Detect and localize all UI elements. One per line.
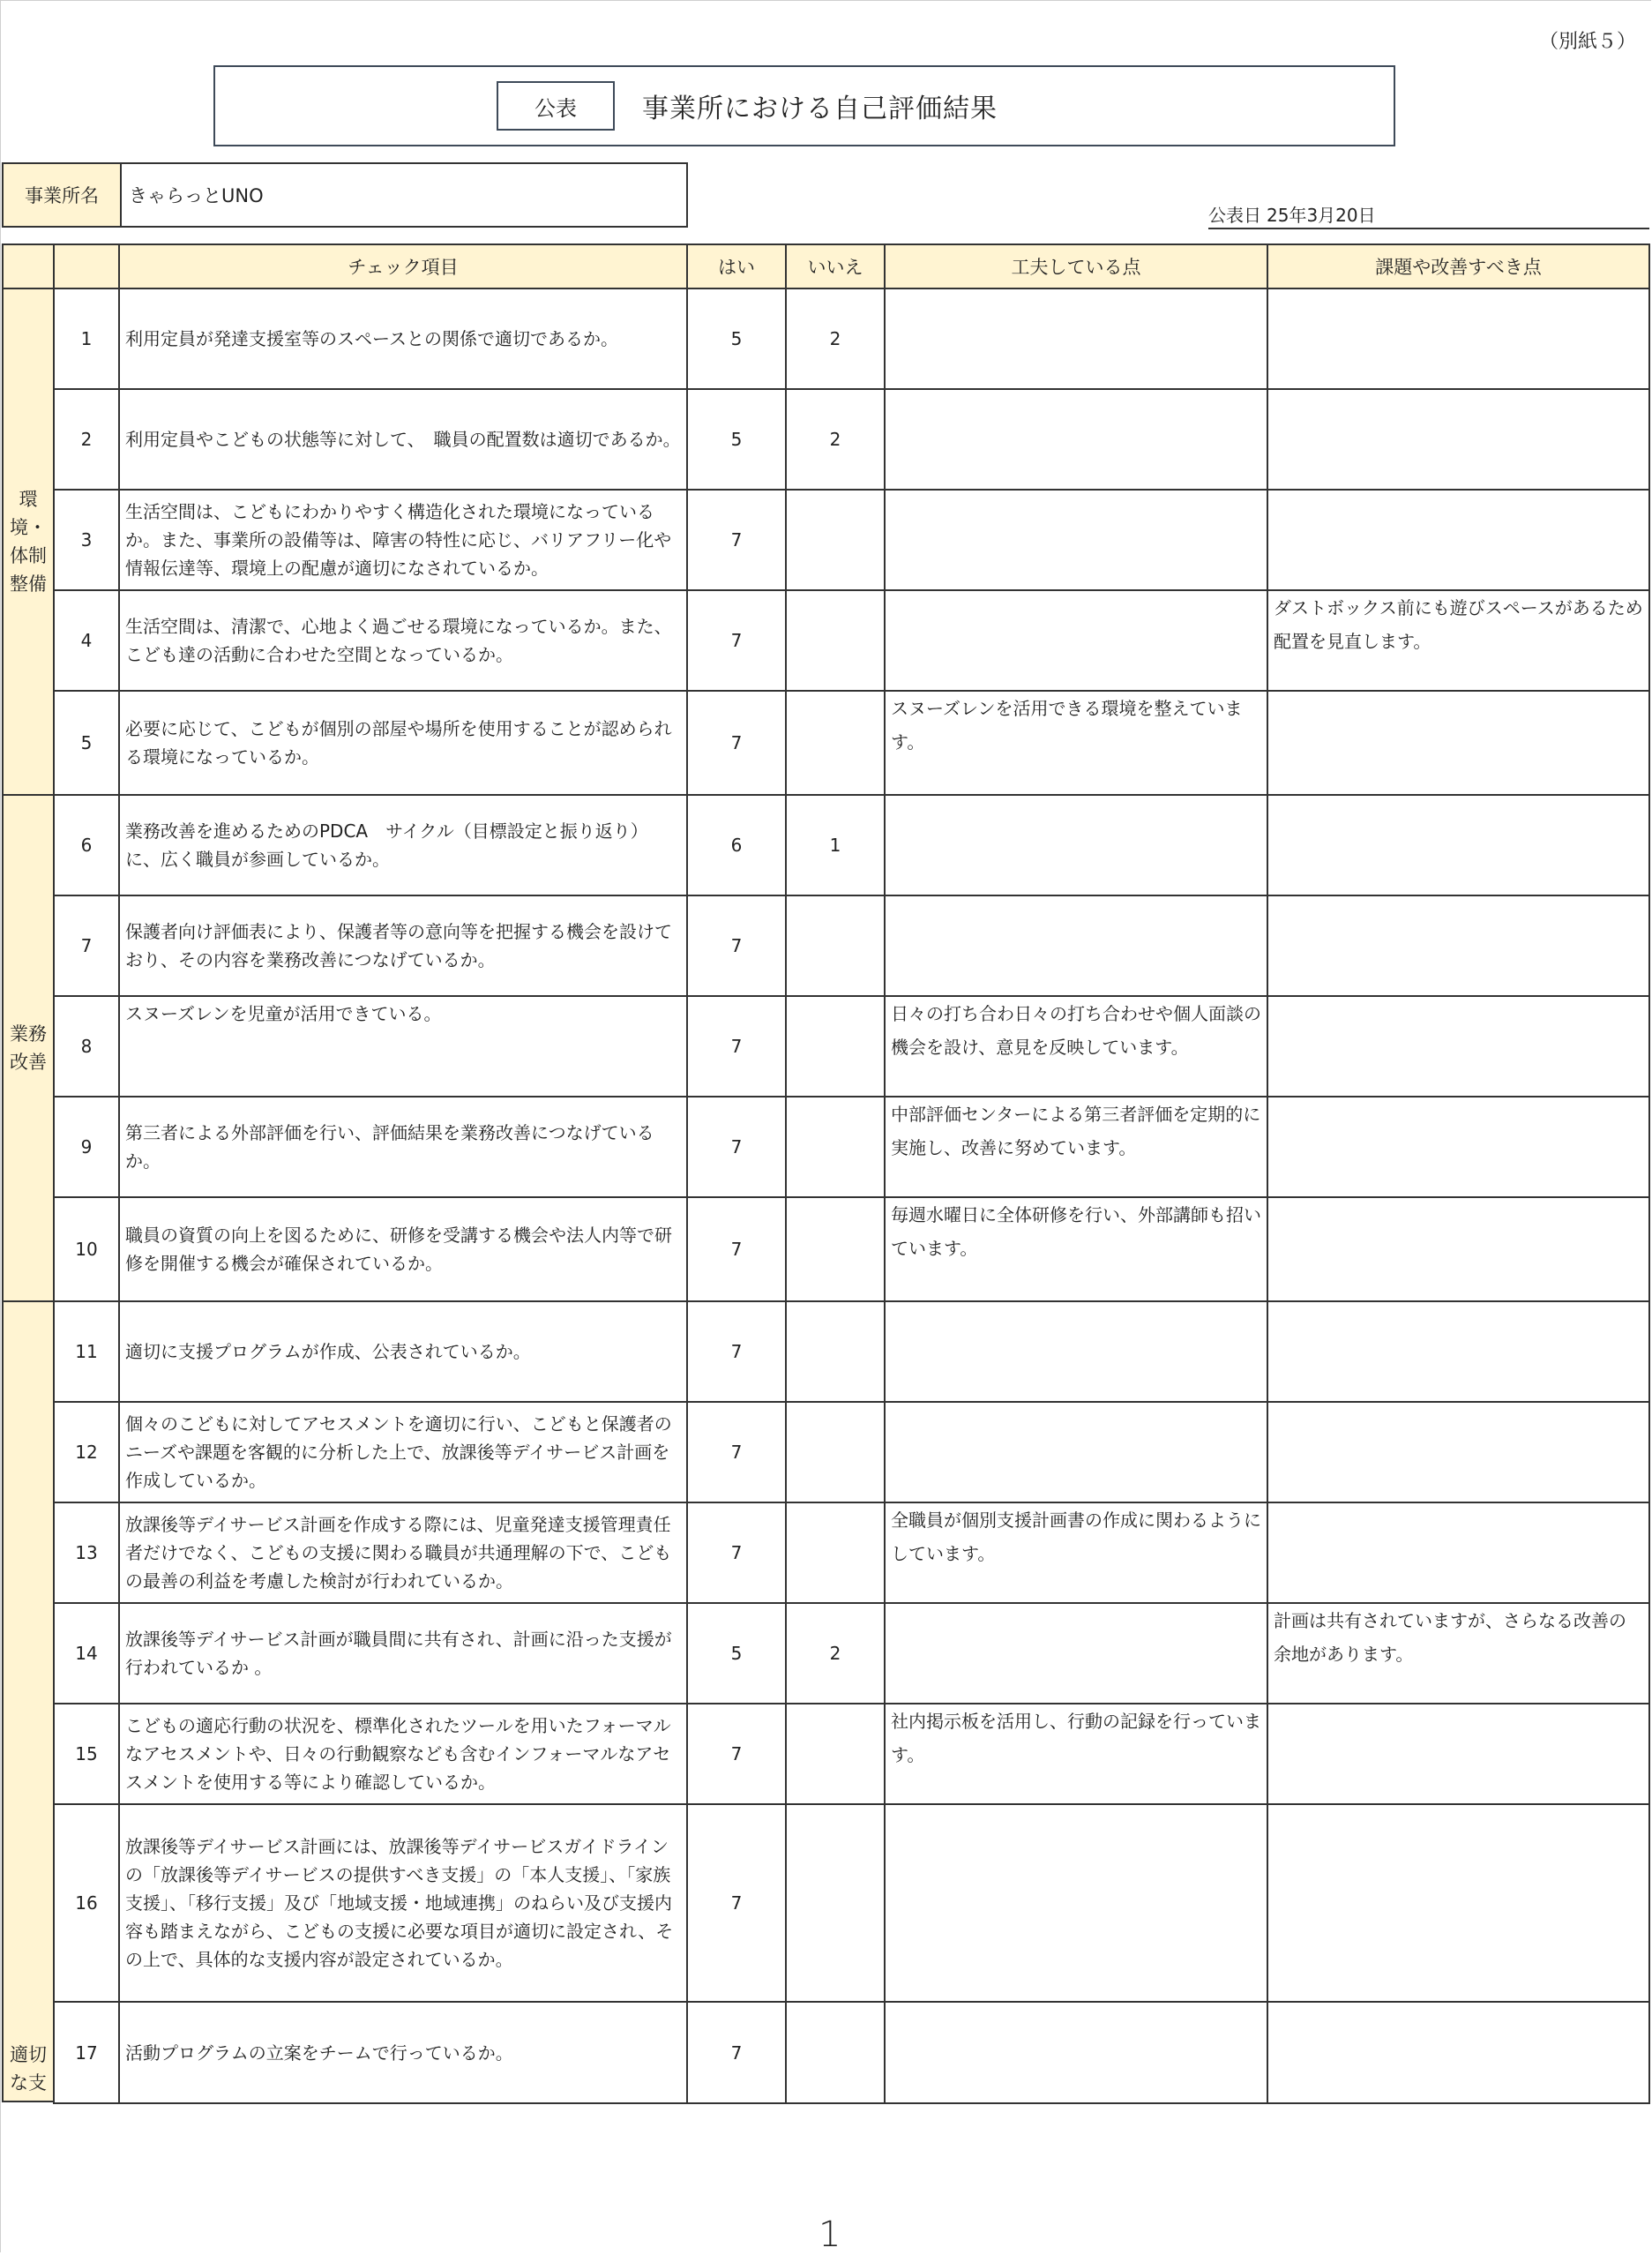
public-tag: 公表 <box>497 81 615 131</box>
issues-8 <box>1267 995 1650 1098</box>
good-points-2 <box>884 388 1268 491</box>
issues-2 <box>1267 388 1650 491</box>
no-count-10 <box>785 1196 886 1302</box>
header-number <box>53 243 120 289</box>
issues-4: ダストボックス前にも遊びスペースがあるため配置を見直します。 <box>1267 589 1650 692</box>
row-number-6: 6 <box>53 794 120 896</box>
check-item-13: 放課後等デイサービス計画を作成する際には、児童発達支援管理責任者だけでなく、こどもの支援に関わる職員が共通理解の下で、こどもの最善の利益を考慮した検討が行われているか。 <box>118 1502 688 1604</box>
good-points-8: 日々の打ち合わ日々の打ち合わせや個人面談の機会を設け、意見を反映しています。 <box>884 995 1268 1098</box>
header-issues: 課題や改善すべき点 <box>1267 243 1650 289</box>
good-points-5: スヌーズレンを活用できる環境を整えています。 <box>884 690 1268 796</box>
check-item-6: 業務改善を進めるためのPDCA サイクル（目標設定と振り返り）に、広く職員が参画しているか。 <box>118 794 688 896</box>
good-points-11 <box>884 1300 1268 1403</box>
no-count-8 <box>785 995 886 1098</box>
header-yes: はい <box>686 243 787 289</box>
row-number-1: 1 <box>53 288 120 390</box>
issues-12 <box>1267 1401 1650 1503</box>
row-number-15: 15 <box>53 1703 120 1805</box>
page-number: 1 <box>819 2214 841 2255</box>
issues-15 <box>1267 1703 1650 1805</box>
yes-count-12: 7 <box>686 1401 787 1503</box>
yes-count-6: 6 <box>686 794 787 896</box>
no-count-5 <box>785 690 886 796</box>
publish-date-value: 25年3月20日 <box>1267 204 1376 226</box>
row-number-11: 11 <box>53 1300 120 1403</box>
publish-date-label: 公表日 <box>1208 204 1261 226</box>
header-good-points: 工夫している点 <box>884 243 1268 289</box>
category-business-improvement: 業務 改善 <box>2 794 55 1302</box>
row-number-2: 2 <box>53 388 120 491</box>
no-count-1: 2 <box>785 288 886 390</box>
issues-1 <box>1267 288 1650 390</box>
row-number-13: 13 <box>53 1502 120 1604</box>
yes-count-7: 7 <box>686 895 787 997</box>
good-points-3 <box>884 489 1268 591</box>
attachment-label: （別紙５） <box>1538 31 1636 53</box>
yes-count-17: 7 <box>686 2001 787 2104</box>
issues-5 <box>1267 690 1650 796</box>
good-points-12 <box>884 1401 1268 1503</box>
yes-count-2: 5 <box>686 388 787 491</box>
row-number-12: 12 <box>53 1401 120 1503</box>
yes-count-13: 7 <box>686 1502 787 1604</box>
yes-count-5: 7 <box>686 690 787 796</box>
issues-7 <box>1267 895 1650 997</box>
row-number-7: 7 <box>53 895 120 997</box>
yes-count-15: 7 <box>686 1703 787 1805</box>
category-environment: 環 境・ 体制 整備 <box>2 288 55 796</box>
row-number-3: 3 <box>53 489 120 591</box>
no-count-2: 2 <box>785 388 886 491</box>
no-count-14: 2 <box>785 1602 886 1704</box>
good-points-13: 全職員が個別支援計画書の作成に関わるようにしています。 <box>884 1502 1268 1604</box>
good-points-9: 中部評価センターによる第三者評価を定期的に実施し、改善に努めています。 <box>884 1096 1268 1198</box>
header-check-item: チェック項目 <box>118 243 688 289</box>
header-no: いいえ <box>785 243 886 289</box>
check-item-8: スヌーズレンを児童が活用できている。 <box>118 995 688 1098</box>
issues-17 <box>1267 2001 1650 2104</box>
good-points-14 <box>884 1602 1268 1704</box>
yes-count-8: 7 <box>686 995 787 1098</box>
row-number-10: 10 <box>53 1196 120 1302</box>
row-number-9: 9 <box>53 1096 120 1198</box>
issues-3 <box>1267 489 1650 591</box>
check-item-16: 放課後等デイサービス計画には、放課後等デイサービスガイドラインの「放課後等デイサービスの提供すべき支援」の「本人支援」、「家族支援」、「移行支援」及び「地域支援・地域連携」のねらい及び支援内容も踏まえながら、こどもの支援に必要な項目が適切に設定され、その上で、具体的な支援内容が設定されているか。 <box>118 1803 688 2003</box>
issues-13 <box>1267 1502 1650 1604</box>
no-count-7 <box>785 895 886 997</box>
check-item-15: こどもの適応行動の状況を、標準化されたツールを用いたフォーマルなアセスメントや、日々の行動観察なども含むインフォーマルなアセスメントを使用する等により確認しているか。 <box>118 1703 688 1805</box>
yes-count-16: 7 <box>686 1803 787 2003</box>
no-count-16 <box>785 1803 886 2003</box>
issues-6 <box>1267 794 1650 896</box>
good-points-10: 毎週水曜日に全体研修を行い、外部講師も招いています。 <box>884 1196 1268 1302</box>
check-item-10: 職員の資質の向上を図るために、研修を受講する機会や法人内等で研修を開催する機会が確保されているか。 <box>118 1196 688 1302</box>
good-points-7 <box>884 895 1268 997</box>
yes-count-1: 5 <box>686 288 787 390</box>
header-category <box>2 243 55 289</box>
check-item-9: 第三者による外部評価を行い、評価結果を業務改善につなげているか。 <box>118 1096 688 1198</box>
issues-14: 計画は共有されていますが、さらなる改善の余地があります。 <box>1267 1602 1650 1704</box>
good-points-1 <box>884 288 1268 390</box>
row-number-8: 8 <box>53 995 120 1098</box>
check-item-17: 活動プログラムの立案をチームで行っているか。 <box>118 2001 688 2104</box>
good-points-6 <box>884 794 1268 896</box>
no-count-11 <box>785 1300 886 1403</box>
check-item-3: 生活空間は、こどもにわかりやすく構造化された環境になっているか。また、事業所の設備等は、障害の特性に応じ、バリアフリー化や情報伝達等、環境上の配慮が適切になされているか。 <box>118 489 688 591</box>
office-label: 事業所名 <box>4 164 122 226</box>
issues-11 <box>1267 1300 1650 1403</box>
no-count-17 <box>785 2001 886 2104</box>
yes-count-3: 7 <box>686 489 787 591</box>
yes-count-11: 7 <box>686 1300 787 1403</box>
row-number-16: 16 <box>53 1803 120 2003</box>
no-count-3 <box>785 489 886 591</box>
page-title: 事業所における自己評価結果 <box>642 94 998 124</box>
no-count-15 <box>785 1703 886 1805</box>
yes-count-4: 7 <box>686 589 787 692</box>
no-count-6: 1 <box>785 794 886 896</box>
check-item-7: 保護者向け評価表により、保護者等の意向等を把握する機会を設けており、その内容を業務改善につなげているか。 <box>118 895 688 997</box>
issues-10 <box>1267 1196 1650 1302</box>
good-points-15: 社内掲示板を活用し、行動の記録を行っています。 <box>884 1703 1268 1805</box>
row-number-14: 14 <box>53 1602 120 1704</box>
row-number-4: 4 <box>53 589 120 692</box>
no-count-9 <box>785 1096 886 1198</box>
no-count-4 <box>785 589 886 692</box>
check-item-2: 利用定員やこどもの状態等に対して、 職員の配置数は適切であるか。 <box>118 388 688 491</box>
yes-count-10: 7 <box>686 1196 787 1302</box>
check-item-4: 生活空間は、清潔で、心地よく過ごせる環境になっているか。また、こども達の活動に合わせた空間となっているか。 <box>118 589 688 692</box>
good-points-16 <box>884 1803 1268 2003</box>
check-item-5: 必要に応じて、こどもが個別の部屋や場所を使用することが認められる環境になっているか。 <box>118 690 688 796</box>
check-item-14: 放課後等デイサービス計画が職員間に共有され、計画に沿った支援が行われているか 。 <box>118 1602 688 1704</box>
yes-count-14: 5 <box>686 1602 787 1704</box>
yes-count-9: 7 <box>686 1096 787 1198</box>
row-number-17: 17 <box>53 2001 120 2104</box>
row-number-5: 5 <box>53 690 120 796</box>
category-appropriate-support: 適切 な支 <box>2 1300 55 2102</box>
no-count-13 <box>785 1502 886 1604</box>
good-points-4 <box>884 589 1268 692</box>
issues-16 <box>1267 1803 1650 2003</box>
issues-9 <box>1267 1096 1650 1198</box>
no-count-12 <box>785 1401 886 1503</box>
office-name: きゃらっとUNO <box>129 185 264 206</box>
good-points-17 <box>884 2001 1268 2104</box>
check-item-11: 適切に支援プログラムが作成、公表されているか。 <box>118 1300 688 1403</box>
check-item-1: 利用定員が発達支援室等のスペースとの関係で適切であるか。 <box>118 288 688 390</box>
check-item-12: 個々のこどもに対してアセスメントを適切に行い、こどもと保護者のニーズや課題を客観的に分析した上で、放課後等デイサービス計画を作成しているか。 <box>118 1401 688 1503</box>
